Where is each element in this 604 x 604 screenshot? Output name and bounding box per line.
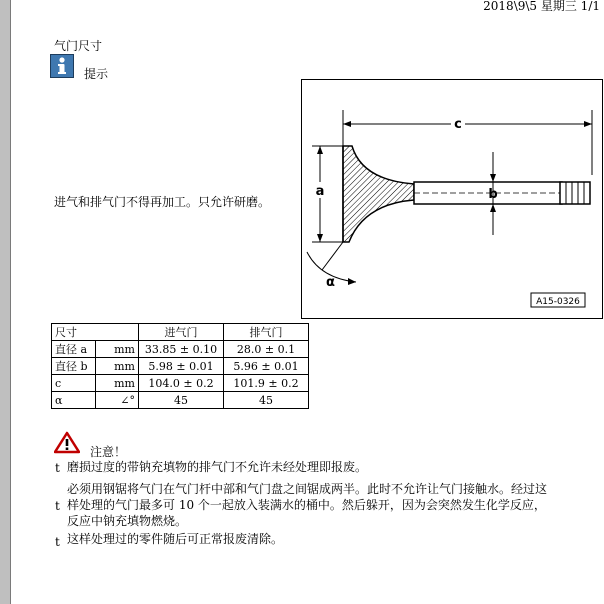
table-cell: ∠°: [95, 392, 139, 409]
table-cell: 直径 a: [52, 341, 96, 358]
table-row: [52, 375, 309, 392]
body-note: 进气和排气门不得再加工。只允许研磨。: [54, 195, 271, 209]
warning-item: 反应中钠充填物燃烧。: [67, 514, 188, 528]
table-header-cell: 排气门: [224, 324, 309, 341]
table-cell: c: [52, 375, 96, 392]
warning-item: 磨损过度的带钠充填物的排气门不允许未经处理即报废。: [67, 460, 368, 474]
warning-item: 这样处理过的零件随后可正常报废清除。: [67, 532, 284, 546]
label-alpha: α: [326, 275, 335, 290]
label-a: a: [315, 184, 325, 199]
dimension-a: [312, 146, 343, 242]
bullet-marker: t: [55, 461, 60, 475]
table-cell: 45: [224, 392, 309, 409]
table-cell: α: [52, 392, 96, 409]
table-cell: mm: [95, 375, 139, 392]
table-header-cell: 尺寸: [52, 324, 139, 341]
valve-stem: [414, 182, 590, 204]
bullet-marker: t: [55, 499, 60, 513]
page-left-edge: [0, 0, 11, 604]
table-header-row: [52, 324, 309, 341]
bullet-marker: t: [55, 535, 60, 549]
table-header-cell: 进气门: [139, 324, 224, 341]
angle-alpha: [307, 242, 356, 290]
warning-item: 必须用钢锯将气门在气门杆中部和气门盘之间锯成两半。此时不允许让气门接触水。经过这: [67, 482, 548, 496]
table-cell: mm: [95, 341, 139, 358]
table-row: [52, 341, 309, 358]
table-cell: 直径 b: [52, 358, 96, 375]
table-cell: 5.96 ± 0.01: [224, 358, 309, 375]
table-cell: 45: [139, 392, 224, 409]
table-cell: 28.0 ± 0.1: [224, 341, 309, 358]
table-cell: 104.0 ± 0.2: [139, 375, 224, 392]
page-header-date: 2018\9\5 星期三 1/1: [483, 0, 600, 13]
hint-label: 提示: [84, 67, 109, 81]
valve-diagram: [301, 79, 603, 319]
table-cell: mm: [95, 358, 139, 375]
warning-item: 样处理的气门最多可 10 个一起放入装满水的桶中。然后躲开，因为会突然发生化学反应，: [67, 498, 546, 512]
valve-dimension-table: [51, 323, 309, 409]
label-b: b: [488, 187, 498, 202]
table-cell: 101.9 ± 0.2: [224, 375, 309, 392]
table-cell: 5.98 ± 0.01: [139, 358, 224, 375]
section-title: 气门尺寸: [54, 39, 103, 53]
warning-label: 注意！: [90, 445, 127, 459]
warning-icon: [54, 431, 80, 458]
info-icon: [50, 54, 74, 78]
label-c: c: [454, 117, 462, 132]
dimension-b: [488, 152, 497, 235]
table-row: [52, 392, 309, 409]
valve-head: [343, 146, 414, 242]
figure-code: A15-0326: [536, 297, 580, 307]
table-cell: 33.85 ± 0.10: [139, 341, 224, 358]
table-row: [52, 358, 309, 375]
